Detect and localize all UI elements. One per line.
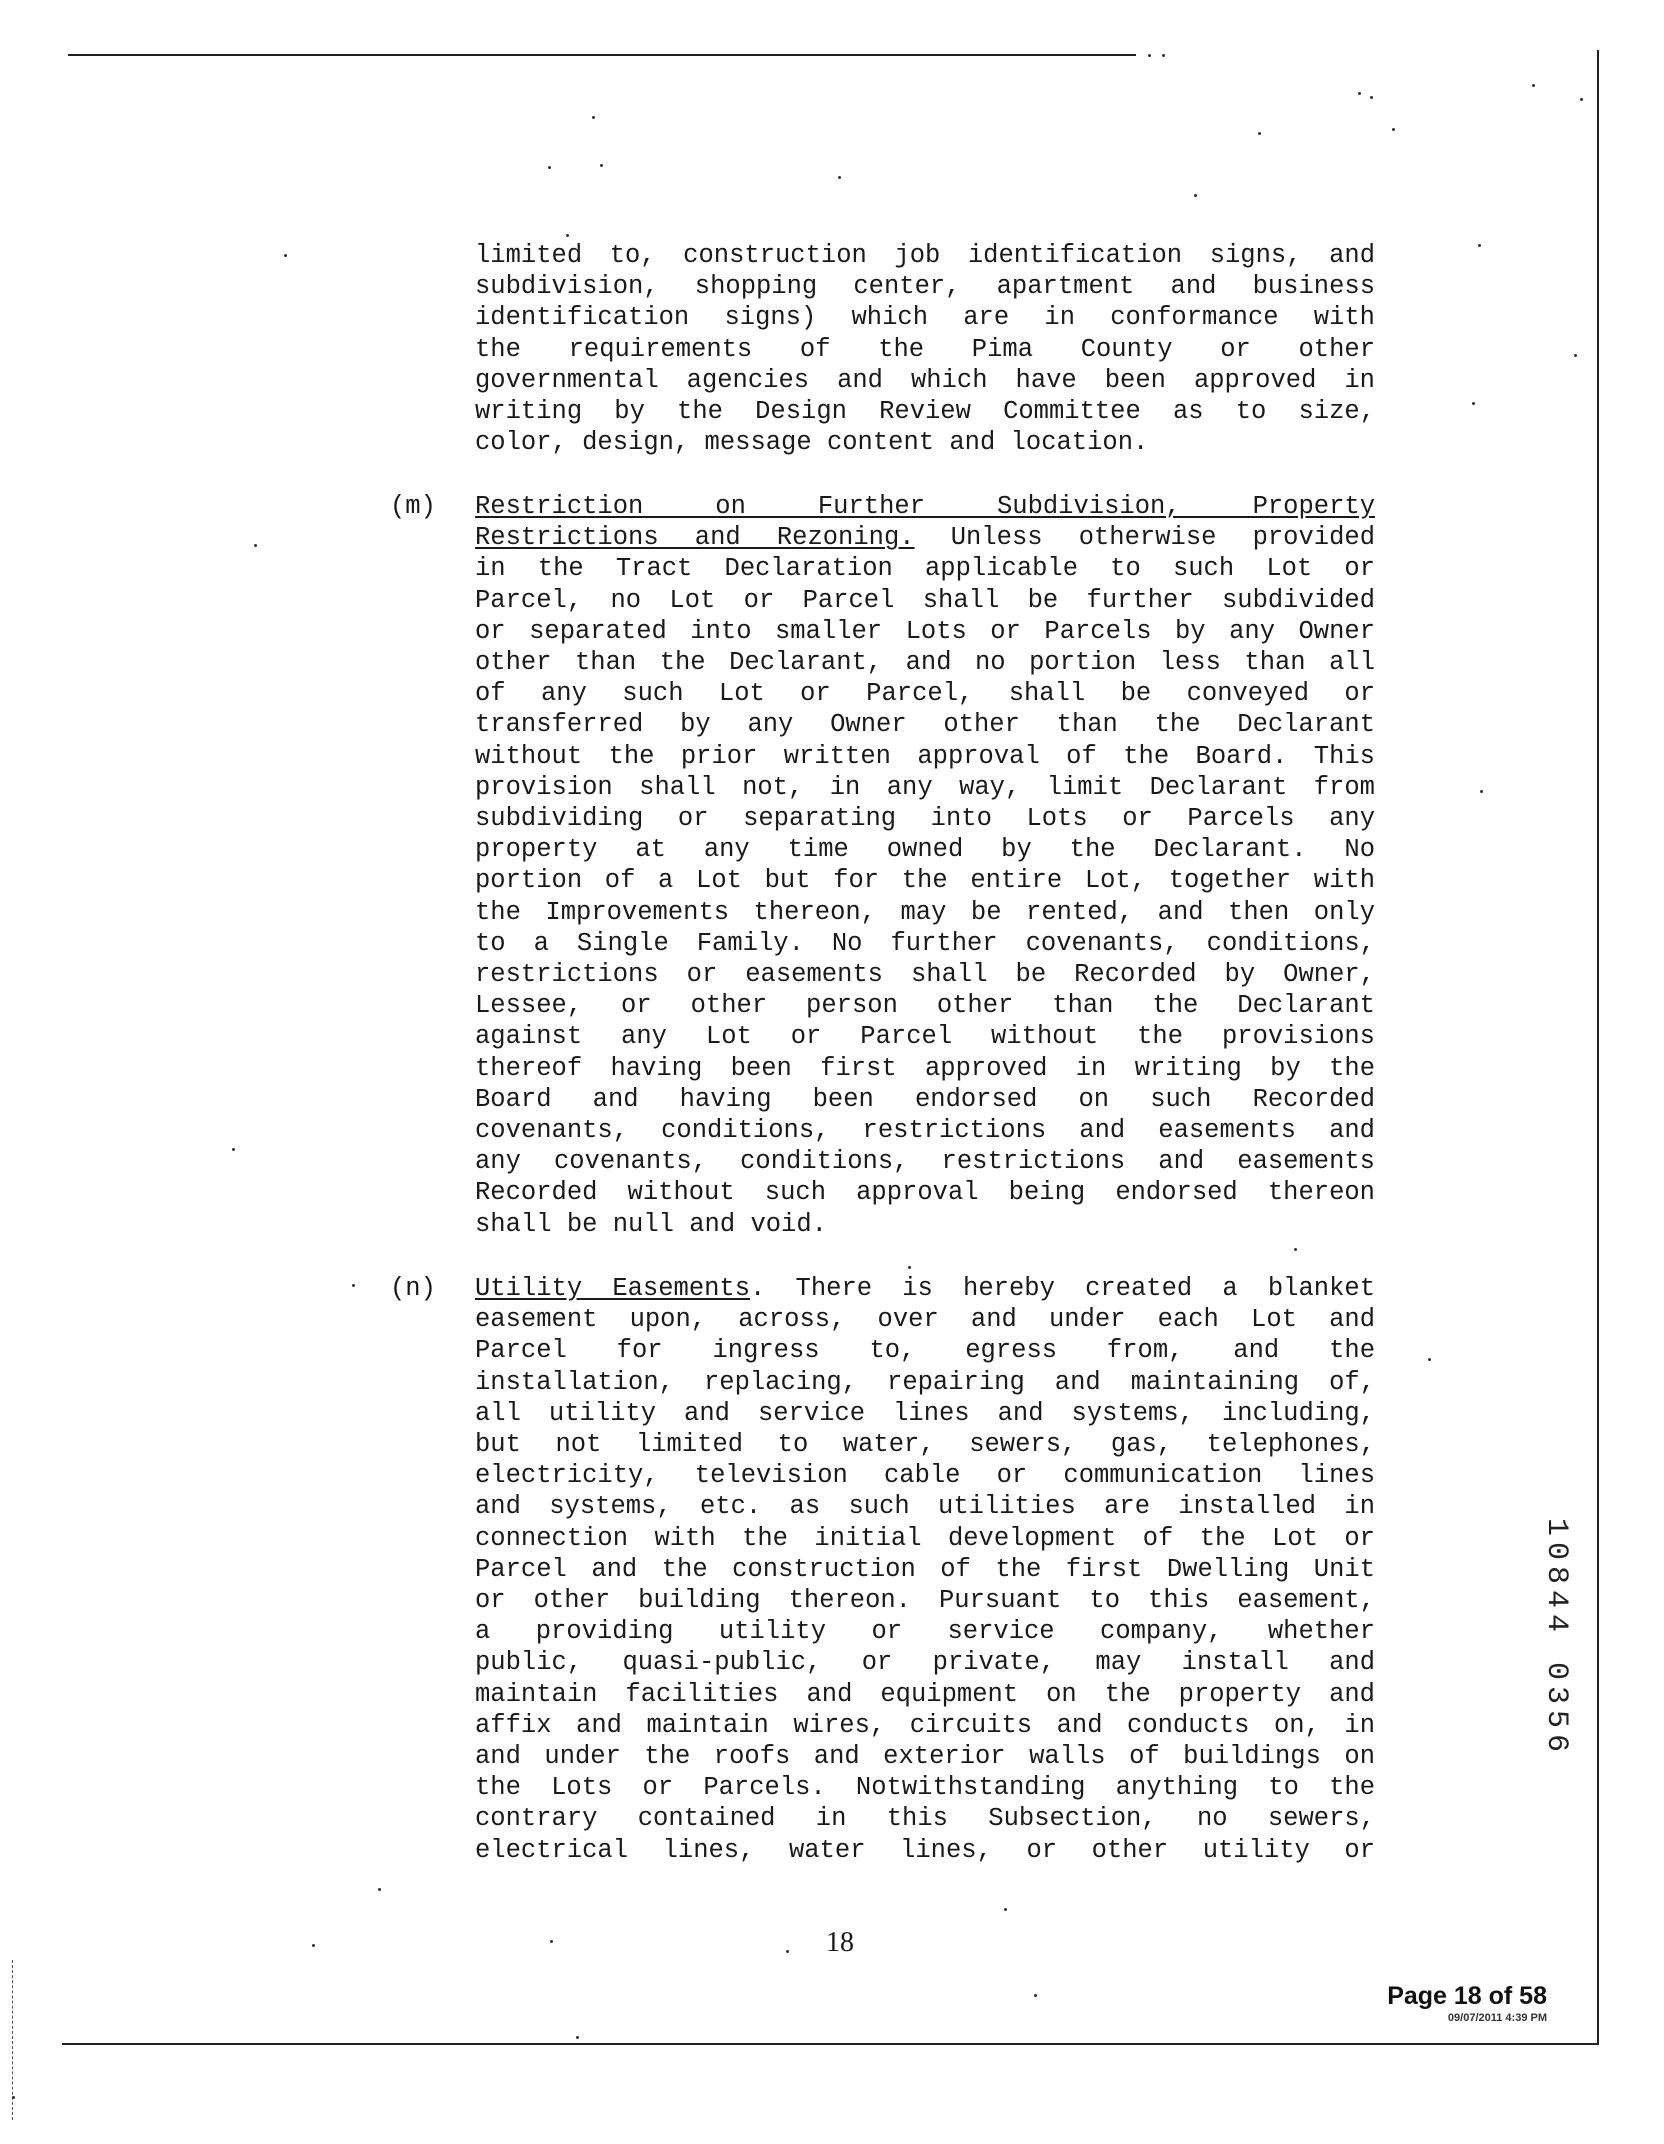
text-line: subdivision, shopping center, apartment and business: [475, 272, 1375, 302]
section-n-heading-tail: . There is hereby created a blanket: [750, 1274, 1375, 1303]
page-counter: Page 18 of 58: [1387, 1982, 1547, 2010]
section-m-label: (m): [390, 492, 436, 521]
text-line: but not limited to water, sewers, gas, telephones,: [475, 1430, 1375, 1460]
text-line: a providing utility or service company, whether: [475, 1617, 1375, 1647]
text-line: portion of a Lot but for the entire Lot, together with: [475, 866, 1375, 896]
text-line: and systems, etc. as such utilities are installed in: [475, 1492, 1375, 1522]
section-n-label: (n): [390, 1274, 436, 1303]
text-line: easement upon, across, over and under each Lot and: [475, 1305, 1375, 1335]
text-line: transferred by any Owner other than the Declarant: [475, 710, 1375, 740]
section-n-paragraph: [475, 1273, 1375, 1866]
top-rule: [68, 54, 1136, 56]
text-line: writing by the Design Review Committee as to size,: [475, 397, 1375, 427]
text-line: the requirements of the Pima County or other: [475, 334, 1375, 364]
text-line: Board and having been endorsed on such Recorded: [475, 1084, 1375, 1114]
text-line: covenants, conditions, restrictions and easements and: [475, 1116, 1375, 1146]
text-line: the Improvements thereon, may be rented, and then only: [475, 897, 1375, 927]
text-line: public, quasi-public, or private, may install and: [475, 1648, 1375, 1678]
text-line: property at any time owned by the Declarant. No: [475, 835, 1375, 865]
text-line: and under the roofs and exterior walls of buildings on: [475, 1742, 1375, 1772]
text-line: other than the Declarant, and no portion less than all: [475, 648, 1375, 678]
text-line: Recorded without such approval being endorsed thereon: [475, 1178, 1375, 1208]
text-line: without the prior written approval of the Board. This: [475, 741, 1375, 771]
continuation-paragraph: [475, 240, 1375, 458]
right-rule: [1597, 50, 1599, 2045]
recording-stamp: 10844 0356: [1539, 1518, 1573, 1759]
section-m-heading-cont: Restrictions and Rezoning.: [475, 523, 915, 553]
text-line: or other building thereon. Pursuant to this easement,: [475, 1586, 1375, 1616]
text-line: color, design, message content and location.: [475, 428, 1149, 458]
text-line: restrictions or easements shall be Recorded by Owner,: [475, 960, 1375, 990]
text-line: to a Single Family. No further covenants, conditions,: [475, 928, 1375, 958]
text-line: any covenants, conditions, restrictions and easements: [475, 1147, 1375, 1177]
text-line: identification signs) which are in conformance with: [475, 303, 1375, 333]
text-line: Parcel, no Lot or Parcel shall be further subdivided: [475, 585, 1375, 615]
text-line: provision shall not, in any way, limit Declarant from: [475, 772, 1375, 802]
section-m-paragraph: [475, 491, 1375, 1240]
text-line: or separated into smaller Lots or Parcels by any Owner: [475, 616, 1375, 646]
text-line: contrary contained in this Subsection, no sewers,: [475, 1804, 1375, 1834]
text-line: electrical lines, water lines, or other utility or: [475, 1835, 1375, 1865]
text-line: all utility and service lines and systems, including,: [475, 1398, 1375, 1428]
text-line: limited to, construction job identification signs, and: [475, 241, 1375, 270]
text-line: against any Lot or Parcel without the provisions: [475, 1022, 1375, 1052]
text-line: [475, 1273, 1375, 1304]
text-line: shall be null and void.: [475, 1209, 827, 1239]
text-line: Parcel and the construction of the first Dwelling Unit: [475, 1554, 1375, 1584]
text-line: in the Tract Declaration applicable to such Lot or: [475, 554, 1375, 584]
text-line: connection with the initial development of the Lot or: [475, 1523, 1375, 1553]
print-timestamp: 09/07/2011 4:39 PM: [1447, 2012, 1547, 2024]
text-line: maintain facilities and equipment on the property and: [475, 1679, 1375, 1709]
section-m-heading-tail: Unless otherwise provided: [914, 523, 1375, 553]
text-line: electricity, television cable or communication lines: [475, 1461, 1375, 1491]
text-line: [475, 522, 1375, 553]
text-line: the Lots or Parcels. Notwithstanding anything to the: [475, 1773, 1375, 1803]
page-number: 18: [826, 1927, 854, 1958]
bottom-rule: [62, 2043, 1599, 2045]
text-line: affix and maintain wires, circuits and conducts on, in: [475, 1710, 1375, 1740]
text-line: Parcel for ingress to, egress from, and the: [475, 1336, 1375, 1366]
text-line: subdividing or separating into Lots or Parcels any: [475, 804, 1375, 834]
section-m-heading: Restriction on Further Subdivision, Property: [475, 492, 1375, 521]
text-line: thereof having been first approved in writing by the: [475, 1053, 1375, 1083]
text-line: Lessee, or other person other than the Declarant: [475, 991, 1375, 1021]
section-n-heading: Utility Easements: [475, 1274, 751, 1303]
text-line: installation, replacing, repairing and maintaining of,: [475, 1367, 1375, 1397]
text-line: governmental agencies and which have been approved in: [475, 365, 1375, 395]
text-line: of any such Lot or Parcel, shall be conveyed or: [475, 679, 1375, 709]
